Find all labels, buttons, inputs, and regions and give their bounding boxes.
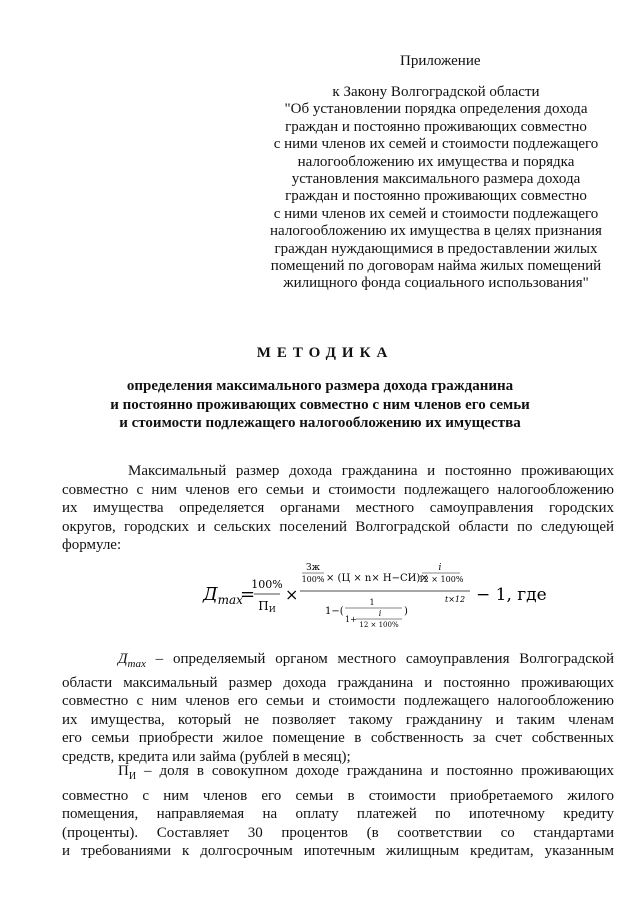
definition-dmax [62, 650, 614, 767]
formula-times: × [285, 585, 299, 604]
law-reference-line: жилищного фонда социального использования" [283, 275, 589, 292]
definition-line: его семьи приобрести жилое помещение в собственность за счет собственных [62, 730, 614, 747]
denominator-one: 1 [369, 598, 375, 607]
denominator-prefix: 1−( [325, 606, 344, 617]
inner-rate-numerator: i [378, 609, 382, 618]
formula-equals: = [240, 584, 256, 605]
law-reference-line: установления максимального размера дохода [291, 171, 581, 188]
pct-numerator: 100% [251, 578, 283, 591]
rate-numerator: i [438, 563, 442, 573]
law-reference-line: с ними членов их семей и стоимости подлежащего [273, 136, 599, 153]
definition-pi [62, 762, 614, 861]
subtitle-line: и постоянно проживающих совместно с ним членов его семьи [110, 396, 530, 413]
law-reference-line: помещений по договорам найма жилых помещений [270, 258, 602, 275]
zh-denominator: 100% [301, 575, 325, 584]
subtitle-line: и стоимости подлежащего налогообложению их имущества [119, 415, 521, 432]
law-reference-line: с ними членов их семей и стоимости подлежащего [273, 205, 599, 222]
formula-tail: − 1, где [476, 585, 547, 605]
definition-line: средств, кредита или займа (рублей в месяц); [62, 748, 351, 765]
definition-line: области максимальный размер дохода гражданина и постоянно проживающих [62, 674, 614, 691]
definition-line: (проценты). Составляет 30 процентов (в соответствии со стандартами [62, 824, 614, 841]
definition-line: и требованиями к долгосрочным ипотечным жилищным кредитам, указанным [62, 843, 614, 860]
formula-exponent: t×12 [445, 595, 466, 604]
zh-numerator: Зж [306, 563, 320, 573]
law-reference [232, 84, 640, 293]
law-reference-line: граждан нуждающимися в предоставлении жилых [274, 240, 598, 257]
intro-line: совместно с ним членов его семьи и стоимости подлежащего налогообложению [62, 481, 614, 498]
definition-line: помещения, направляемая на оплату платежей по ипотечному кредиту [62, 806, 614, 823]
definition-line: совместно с ним членов его семьи в стоимости приобретаемого жилого [62, 787, 614, 804]
formula-lhs: $Д_{max}$ [203, 584, 243, 607]
law-reference-line: налогообложению их имущества и порядка [297, 153, 575, 170]
inner-rate-denominator: 12 × 100% [359, 621, 399, 629]
formula [0, 560, 640, 630]
formula-middle: × (Ц × n× Н−СИ)× [326, 573, 429, 584]
definition-line: их имущества, который не позволяет такому гражданину и таким членам [62, 711, 614, 728]
document-title: МЕТОДИКА [256, 345, 394, 361]
law-reference-line: "Об установлении порядка определения дохода [284, 101, 588, 118]
law-reference-line: к Закону Волгоградской области [332, 84, 540, 100]
subtitle-line: определения максимального размера дохода гражданина [126, 378, 514, 394]
law-reference-line: налогообложению их имущества в целях признания [270, 223, 602, 240]
pi-symbol: $П_И$ [118, 763, 137, 782]
dmax-symbol: $Д_{max}$ [118, 651, 146, 670]
document-subtitle [0, 377, 640, 433]
intro-paragraph [62, 462, 614, 555]
definition-dmax-first: $Д_{max}$ – определяемый органом местного самоуправления Волгоградской [118, 651, 614, 670]
intro-line: формуле: [62, 537, 122, 554]
intro-line: округов, городских и сельских поселений Волгоградской области по следующей [62, 518, 614, 535]
appendix-label: Приложение [400, 53, 481, 69]
denominator-one-plus: 1+ [345, 615, 357, 624]
law-reference-line: граждан и постоянно проживающих совместно [285, 118, 587, 135]
intro-line: их имущества определяется органами местного самоуправления городских [62, 500, 614, 517]
pct-denominator: ПИ [258, 599, 276, 614]
formula-svg [0, 560, 640, 630]
intro-line: Максимальный размер дохода гражданина и постоянно проживающих [128, 463, 614, 479]
definition-line: совместно с ним членов его семьи и стоимости подлежащего налогообложению [62, 693, 614, 710]
definition-pi-first: $П_И$ – доля в совокупном доходе гражданина и постоянно проживающих [118, 763, 614, 782]
rate-denominator: 12 × 100% [418, 575, 464, 584]
law-reference-line: граждан и постоянно проживающих совместно [285, 188, 587, 205]
denominator-suffix: ) [404, 606, 408, 617]
